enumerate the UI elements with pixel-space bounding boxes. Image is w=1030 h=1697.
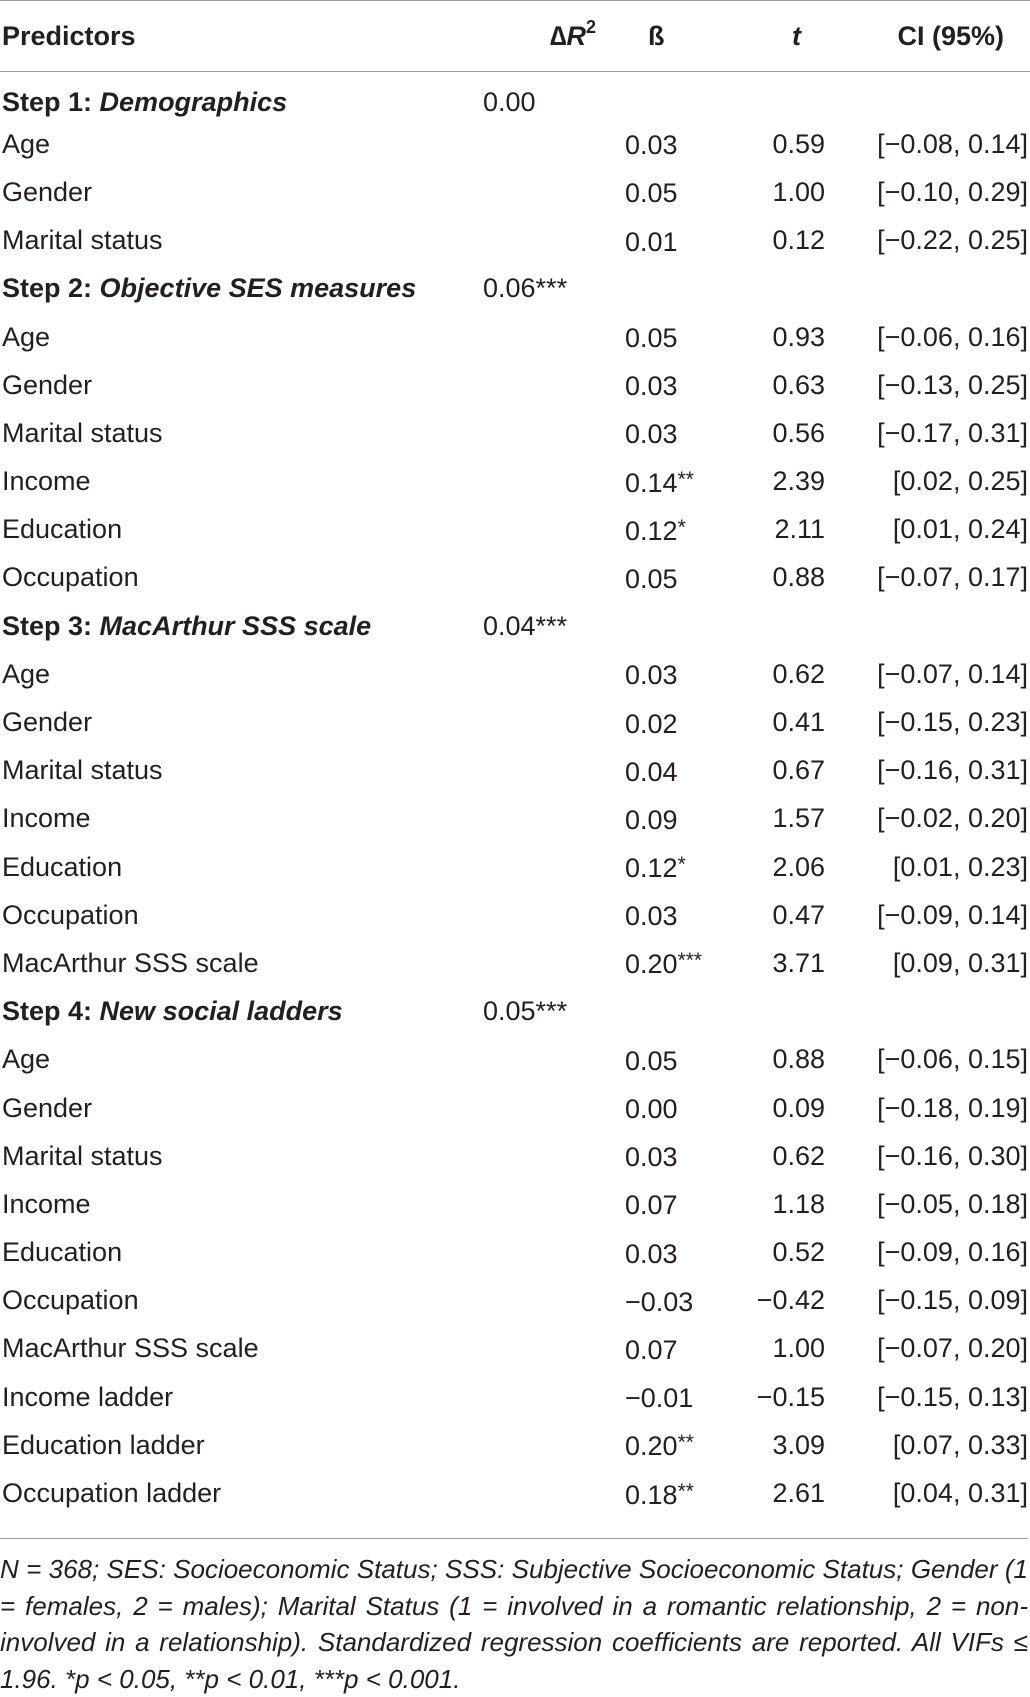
table-row [0, 1324, 1030, 1372]
ci-value: [0.07, 0.33] [892, 1429, 1028, 1460]
ci-cell [855, 264, 1030, 312]
beta-value: 0.07 [625, 1190, 678, 1221]
beta-value: 0.03 [625, 901, 678, 932]
header-ci: CI (95%) [897, 21, 1004, 51]
delta-r2-cell [480, 794, 600, 842]
ci-cell [855, 72, 1030, 120]
predictor-label: Education [2, 514, 123, 545]
delta-r2-cell [480, 1228, 600, 1276]
table-row [0, 1180, 1030, 1228]
beta-value: 0.07 [625, 1334, 678, 1365]
beta-value: 0.20 [625, 1431, 678, 1462]
table-row [0, 505, 1030, 553]
delta-r2-cell [480, 505, 600, 553]
ci-value: [0.02, 0.25] [892, 466, 1028, 497]
beta-cell [600, 891, 735, 939]
ci-value: [−0.15, 0.13] [877, 1381, 1028, 1412]
table-row [0, 361, 1030, 409]
delta-r2-value: 0.06*** [483, 273, 568, 304]
t-value: 2.39 [772, 466, 825, 497]
header-beta: ß [648, 21, 665, 51]
beta-cell [600, 553, 735, 601]
table-row [0, 553, 1030, 601]
ci-cell [855, 602, 1030, 650]
table-footnote: N = 368; SES: Socioeconomic Status; SSS: Subjective Socioeconomic Status; Gender (1 = females, 2 = males); Marital Status (1 = involved in a romantic relationship, 2 = non-involved in a relationship). Standardized regression coefficients are reported. All VIFs ≤ 1.96. *p < 0.05, **p < 0.01, ***p < 0.001. [0, 1538, 1028, 1697]
header-r-sup: 2 [586, 17, 597, 37]
t-value: 0.63 [772, 369, 825, 400]
delta-r2-cell [480, 746, 600, 794]
significance-marker: * [677, 853, 686, 877]
table-row [0, 843, 1030, 891]
t-value: −0.42 [756, 1285, 825, 1316]
step-title: Demographics [99, 86, 288, 117]
beta-cell [600, 168, 735, 216]
beta-value: 0.03 [625, 1142, 678, 1173]
delta-r2-cell [480, 409, 600, 457]
step-label [0, 602, 480, 650]
t-cell [735, 602, 855, 650]
ci-value: [−0.22, 0.25] [877, 225, 1028, 256]
table-row [0, 168, 1030, 216]
header-r-var: R [566, 21, 587, 51]
delta-r2-cell [480, 843, 600, 891]
beta-value: 0.03 [625, 371, 678, 402]
t-value: 3.71 [772, 947, 825, 978]
predictor-label: Occupation [2, 1285, 139, 1316]
delta-r2-value: 0.05*** [483, 996, 568, 1027]
delta-r2-cell [480, 312, 600, 360]
beta-cell [600, 1421, 735, 1469]
predictor-label: Age [2, 321, 51, 352]
delta-r2-value: 0.00 [483, 86, 536, 117]
table-row [0, 794, 1030, 842]
t-value: 0.47 [772, 899, 825, 930]
step-number: Step 1: [2, 86, 93, 117]
t-value: 0.88 [772, 562, 825, 593]
ci-value: [0.09, 0.31] [892, 947, 1028, 978]
step-number: Step 3: [2, 610, 93, 641]
predictor-label: Marital status [2, 225, 163, 256]
t-value: 2.61 [772, 1478, 825, 1509]
t-value: 0.93 [772, 321, 825, 352]
table-row [0, 312, 1030, 360]
ci-value: [−0.18, 0.19] [877, 1092, 1028, 1123]
delta-r2-cell [480, 1083, 600, 1131]
beta-cell [600, 505, 735, 553]
table-row [0, 409, 1030, 457]
header-t: t [792, 21, 801, 51]
predictor-label: Marital status [2, 1140, 163, 1171]
table-row [0, 698, 1030, 746]
ci-value: [−0.13, 0.25] [877, 369, 1028, 400]
predictor-label: Age [2, 658, 51, 689]
beta-value: 0.03 [625, 1238, 678, 1269]
ci-value: [0.01, 0.24] [892, 514, 1028, 545]
step-row [0, 602, 1030, 650]
predictor-label: Education [2, 1237, 123, 1268]
step-number: Step 2: [2, 273, 93, 304]
t-value: 0.88 [772, 1044, 825, 1075]
step-title: New social ladders [99, 996, 343, 1027]
step-title: MacArthur SSS scale [99, 610, 372, 641]
step-label [0, 72, 480, 120]
t-value: 0.09 [772, 1092, 825, 1123]
predictor-label: Income [2, 1188, 91, 1219]
table-row [0, 1083, 1030, 1131]
ci-value: [0.04, 0.31] [892, 1478, 1028, 1509]
step-number: Step 4: [2, 996, 93, 1027]
table-row [0, 891, 1030, 939]
table-row [0, 120, 1030, 168]
predictor-label: Education [2, 851, 123, 882]
ci-value: [−0.08, 0.14] [877, 128, 1028, 159]
step-row [0, 72, 1030, 120]
predictor-label: MacArthur SSS scale [2, 1333, 259, 1364]
table-header [0, 1, 1030, 72]
beta-cell [600, 1132, 735, 1180]
beta-cell [600, 794, 735, 842]
predictor-label: Occupation [2, 562, 139, 593]
beta-value: 0.14 [625, 467, 678, 498]
table-row [0, 650, 1030, 698]
beta-value: 0.03 [625, 419, 678, 450]
predictor-label: Income ladder [2, 1381, 174, 1412]
table-row [0, 1373, 1030, 1421]
table-row [0, 1035, 1030, 1083]
t-value: 1.00 [772, 1333, 825, 1364]
t-value: 0.41 [772, 707, 825, 738]
beta-cell [600, 1035, 735, 1083]
header-row [0, 1, 1030, 72]
beta-cell [600, 1276, 735, 1324]
table-body [0, 72, 1030, 1518]
delta-r2-cell [480, 1421, 600, 1469]
delta-r2-value: 0.04*** [483, 610, 568, 641]
ci-value: [−0.16, 0.30] [877, 1140, 1028, 1171]
header-delta-symbol: ∆ [550, 21, 567, 51]
beta-value: 0.12 [625, 515, 678, 546]
beta-value: 0.03 [625, 130, 678, 161]
beta-value: 0.00 [625, 1094, 678, 1125]
header-delta-r2 [480, 1, 600, 72]
ci-value: [−0.06, 0.16] [877, 321, 1028, 352]
beta-cell [600, 312, 735, 360]
ci-value: [0.01, 0.23] [892, 851, 1028, 882]
t-cell [735, 72, 855, 120]
t-value: 2.11 [774, 514, 825, 545]
predictor-label: Occupation ladder [2, 1478, 222, 1509]
beta-cell [600, 1324, 735, 1372]
ci-value: [−0.09, 0.16] [877, 1237, 1028, 1268]
predictor-label: Gender [2, 369, 93, 400]
t-cell [735, 987, 855, 1035]
t-value: 0.59 [772, 128, 825, 159]
beta-value: 0.05 [625, 178, 678, 209]
beta-cell [600, 746, 735, 794]
t-value: 0.67 [772, 755, 825, 786]
table-row [0, 746, 1030, 794]
ci-value: [−0.07, 0.17] [877, 562, 1028, 593]
delta-r2-cell [480, 939, 600, 987]
t-value: 1.00 [772, 176, 825, 207]
step-title: Objective SES measures [99, 273, 417, 304]
t-value: 0.12 [772, 225, 825, 256]
table-row [0, 1228, 1030, 1276]
significance-marker: ** [677, 1431, 694, 1455]
step-label [0, 987, 480, 1035]
table-row [0, 1276, 1030, 1324]
beta-value: 0.03 [625, 660, 678, 691]
t-value: 1.18 [772, 1188, 825, 1219]
delta-r2-cell [480, 168, 600, 216]
delta-r2-cell [480, 457, 600, 505]
t-value: 0.56 [772, 417, 825, 448]
ci-value: [−0.05, 0.18] [877, 1188, 1028, 1219]
beta-value: 0.05 [625, 1045, 678, 1076]
predictor-label: MacArthur SSS scale [2, 947, 259, 978]
delta-r2-cell [480, 1035, 600, 1083]
beta-value: 0.01 [625, 226, 678, 257]
beta-cell [600, 120, 735, 168]
delta-r2-cell [480, 361, 600, 409]
beta-value: −0.03 [625, 1286, 694, 1317]
ci-value: [−0.06, 0.15] [877, 1044, 1028, 1075]
predictor-label: Age [2, 1044, 51, 1075]
table-row [0, 1132, 1030, 1180]
beta-value: 0.02 [625, 708, 678, 739]
header-predictors: Predictors [2, 21, 136, 51]
significance-marker: * [677, 515, 686, 539]
delta-r2-cell [480, 1180, 600, 1228]
beta-cell [600, 264, 735, 312]
significance-marker: ** [677, 467, 694, 491]
step-label [0, 264, 480, 312]
beta-value: −0.01 [625, 1383, 694, 1414]
predictor-label: Income [2, 466, 91, 497]
beta-cell [600, 361, 735, 409]
predictor-label: Gender [2, 176, 93, 207]
ci-value: [−0.07, 0.20] [877, 1333, 1028, 1364]
beta-cell [600, 1083, 735, 1131]
step-row [0, 264, 1030, 312]
delta-r2-cell [480, 1324, 600, 1372]
t-value: 0.52 [772, 1237, 825, 1268]
table-row [0, 457, 1030, 505]
predictor-label: Marital status [2, 417, 163, 448]
step-row [0, 987, 1030, 1035]
beta-cell [600, 843, 735, 891]
ci-value: [−0.07, 0.14] [877, 658, 1028, 689]
beta-cell [600, 1180, 735, 1228]
table-row [0, 939, 1030, 987]
beta-cell [600, 987, 735, 1035]
predictor-label: Age [2, 128, 51, 159]
delta-r2-cell [480, 698, 600, 746]
table-row [0, 1469, 1030, 1517]
beta-cell [600, 602, 735, 650]
beta-value: 0.12 [625, 853, 678, 884]
t-cell [735, 264, 855, 312]
delta-r2-cell [480, 1132, 600, 1180]
delta-r2-cell [480, 650, 600, 698]
ci-value: [−0.15, 0.23] [877, 707, 1028, 738]
significance-marker: ** [677, 1479, 694, 1503]
beta-cell [600, 650, 735, 698]
t-value: 3.09 [772, 1429, 825, 1460]
beta-cell [600, 457, 735, 505]
table-row [0, 1421, 1030, 1469]
beta-cell [600, 1228, 735, 1276]
beta-value: 0.05 [625, 563, 678, 594]
predictor-label: Occupation [2, 899, 139, 930]
beta-value: 0.05 [625, 323, 678, 354]
beta-value: 0.18 [625, 1479, 678, 1510]
ci-value: [−0.09, 0.14] [877, 899, 1028, 930]
beta-value: 0.04 [625, 756, 678, 787]
beta-cell [600, 1373, 735, 1421]
ci-value: [−0.15, 0.09] [877, 1285, 1028, 1316]
beta-cell [600, 939, 735, 987]
t-value: −0.15 [756, 1381, 825, 1412]
delta-r2-cell [480, 891, 600, 939]
delta-r2-cell [480, 216, 600, 264]
ci-cell [855, 987, 1030, 1035]
t-value: 2.06 [772, 851, 825, 882]
predictor-label: Gender [2, 1092, 93, 1123]
predictor-label: Gender [2, 707, 93, 738]
predictor-label: Education ladder [2, 1429, 205, 1460]
ci-value: [−0.02, 0.20] [877, 803, 1028, 834]
predictor-label: Marital status [2, 755, 163, 786]
delta-r2-cell [480, 120, 600, 168]
ci-value: [−0.10, 0.29] [877, 176, 1028, 207]
t-value: 1.57 [772, 803, 825, 834]
ci-value: [−0.16, 0.31] [877, 755, 1028, 786]
t-value: 0.62 [772, 658, 825, 689]
beta-cell [600, 409, 735, 457]
table-row [0, 216, 1030, 264]
delta-r2-cell [480, 1276, 600, 1324]
beta-value: 0.09 [625, 804, 678, 835]
significance-marker: *** [677, 949, 703, 973]
predictor-label: Income [2, 803, 91, 834]
delta-r2-cell [480, 1373, 600, 1421]
ci-value: [−0.17, 0.31] [877, 417, 1028, 448]
beta-cell [600, 72, 735, 120]
beta-cell [600, 1469, 735, 1517]
beta-cell [600, 216, 735, 264]
t-value: 0.62 [772, 1140, 825, 1171]
beta-cell [600, 698, 735, 746]
beta-value: 0.20 [625, 949, 678, 980]
delta-r2-cell [480, 1469, 600, 1517]
delta-r2-cell [480, 553, 600, 601]
